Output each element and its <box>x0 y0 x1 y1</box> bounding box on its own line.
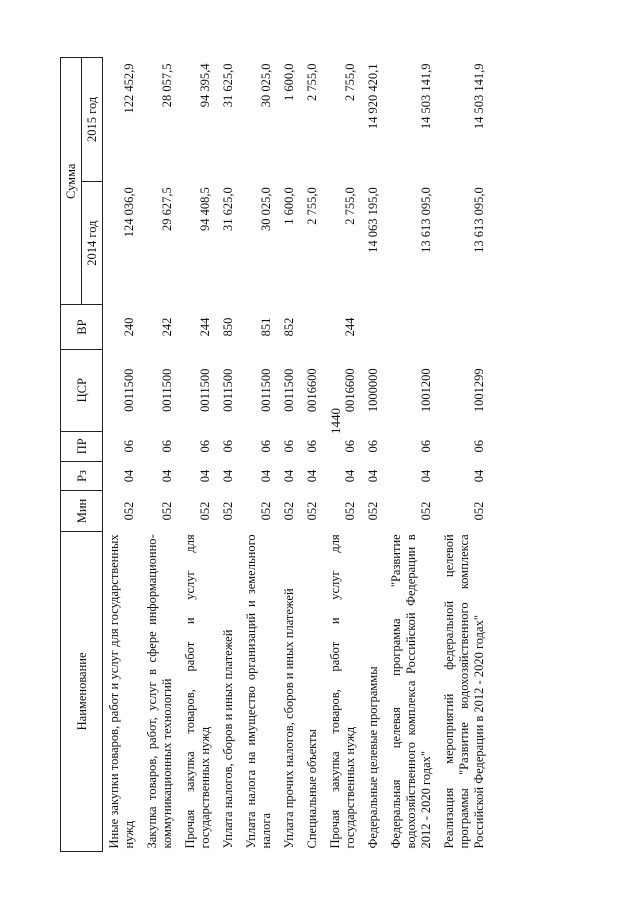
row-2014: 124 036,0 <box>122 187 136 238</box>
row-rz: 04 <box>305 469 319 483</box>
row-pr: 06 <box>343 440 357 453</box>
header-csr: ЦСР <box>61 349 103 431</box>
row-csr: 0011500 <box>198 368 212 412</box>
table-row <box>217 58 240 852</box>
row-csr: 0016600 <box>305 368 319 413</box>
row-csr: 0011500 <box>160 368 174 412</box>
row-min: 052 <box>472 501 486 521</box>
row-name: Уплата налогов, сборов и иных платежей <box>221 629 235 849</box>
row-vr: 850 <box>221 317 235 337</box>
table-row <box>301 58 324 852</box>
row-vr: 851 <box>259 317 273 337</box>
header-min: Мин <box>61 491 103 532</box>
header-2014: 2014 год <box>82 181 103 305</box>
row-min: 052 <box>122 501 136 521</box>
row-name: Федеральная целевая программа "Развитие водохозяйственного комплекса Российской Федерации в 2012 - 2020 годах" <box>389 534 433 849</box>
table-body <box>103 58 492 852</box>
row-name: Иные закупки товаров, работ и услуг для государственных нужд <box>107 534 136 849</box>
row-min: 052 <box>160 501 174 521</box>
row-vr: 852 <box>282 317 296 337</box>
row-2015: 14 503 141,9 <box>472 63 486 130</box>
row-csr: 1001200 <box>419 368 433 413</box>
row-2015: 30 025,0 <box>259 63 273 108</box>
row-name: Закупка товаров, работ, услуг в сфере информационно-коммуникационных технологий <box>145 534 174 849</box>
rotated-table-wrapper <box>60 57 560 852</box>
table-row <box>141 58 179 852</box>
budget-table <box>60 57 491 852</box>
row-min: 052 <box>198 501 212 521</box>
table-row <box>103 58 142 852</box>
row-name: Прочая закупка товаров, работ и услуг для государственных нужд <box>183 534 212 849</box>
row-2015: 14 503 141,9 <box>419 63 433 130</box>
header-pr: ПР <box>61 431 103 461</box>
row-rz: 04 <box>366 469 380 483</box>
table-row <box>278 58 301 852</box>
row-2015: 94 395,4 <box>198 63 212 108</box>
row-rz: 04 <box>160 469 174 483</box>
page-number: 1440 <box>328 408 343 434</box>
row-2015: 28 057,5 <box>160 63 174 108</box>
row-2014: 13 613 095,0 <box>472 187 486 253</box>
row-2014: 13 613 095,0 <box>419 187 433 253</box>
row-pr: 06 <box>419 440 433 453</box>
row-name: Уплата прочих налогов, сборов и иных платежей <box>282 588 296 849</box>
row-vr: 240 <box>122 317 136 337</box>
row-2015: 2 755,0 <box>305 63 319 101</box>
row-rz: 04 <box>198 469 212 483</box>
row-pr: 06 <box>259 440 273 453</box>
row-2015: 31 625,0 <box>221 63 235 108</box>
table-row <box>240 58 278 852</box>
table-row <box>438 58 491 852</box>
row-min: 052 <box>343 501 357 521</box>
row-rz: 04 <box>259 469 273 483</box>
row-2014: 2 755,0 <box>305 187 319 225</box>
row-2014: 2 755,0 <box>343 187 357 225</box>
table-row <box>385 58 438 852</box>
row-vr: 242 <box>160 317 174 337</box>
row-2014: 14 063 195,0 <box>366 187 380 253</box>
row-2015: 1 600,0 <box>282 63 296 101</box>
row-pr: 06 <box>221 440 235 453</box>
row-pr: 06 <box>472 440 486 453</box>
row-rz: 04 <box>122 469 136 483</box>
header-2015: 2015 год <box>82 58 103 182</box>
row-2015: 14 920 420,1 <box>366 63 380 130</box>
row-vr <box>362 305 385 349</box>
row-rz: 04 <box>343 469 357 483</box>
row-csr: 0011500 <box>282 368 296 412</box>
row-vr: 244 <box>198 317 212 337</box>
row-pr: 06 <box>282 440 296 453</box>
row-name: Федеральные целевые программы <box>366 666 380 849</box>
row-pr: 06 <box>366 440 380 453</box>
row-2014: 94 408,5 <box>198 187 212 232</box>
row-rz: 04 <box>419 469 433 483</box>
row-rz: 04 <box>221 469 235 483</box>
row-2015: 2 755,0 <box>343 63 357 101</box>
row-name: Уплата налога на имущество организаций и земельного налога <box>244 534 273 849</box>
header-name: Наименование <box>61 531 103 851</box>
row-2015: 122 452,9 <box>122 63 136 114</box>
header-sum: Сумма <box>61 58 82 305</box>
row-name: Специальные объекты <box>305 729 319 849</box>
row-name: Прочая закупка товаров, работ и услуг для государственных нужд <box>328 534 357 849</box>
table-row <box>324 58 362 852</box>
row-pr: 06 <box>198 440 212 453</box>
row-pr: 06 <box>305 440 319 453</box>
row-min: 052 <box>366 501 380 521</box>
row-pr: 06 <box>160 440 174 453</box>
row-rz: 04 <box>282 469 296 483</box>
row-csr: 0016600 <box>343 368 357 413</box>
row-csr: 0011500 <box>259 368 273 412</box>
table-row <box>179 58 217 852</box>
table-row <box>362 58 385 852</box>
row-csr: 1000000 <box>366 368 380 413</box>
row-min: 052 <box>305 501 319 521</box>
row-min: 052 <box>419 501 433 521</box>
row-vr: 244 <box>343 317 357 337</box>
row-2014: 1 600,0 <box>282 187 296 225</box>
row-min: 052 <box>259 501 273 521</box>
row-min: 052 <box>221 501 235 521</box>
row-2014: 31 625,0 <box>221 187 235 232</box>
header-vr: ВР <box>61 305 103 349</box>
row-rz: 04 <box>472 469 486 483</box>
row-csr: 1001299 <box>472 368 486 413</box>
row-2014: 30 025,0 <box>259 187 273 232</box>
row-pr: 06 <box>122 440 136 453</box>
row-name: Реализация мероприятий федеральной целевой программы "Развитие водохозяйственного комплекса Российской Федерации в 2012 - 2020 годах" <box>442 534 486 849</box>
row-vr <box>438 305 491 349</box>
row-vr <box>385 305 438 349</box>
row-min: 052 <box>282 501 296 521</box>
row-vr <box>301 305 324 349</box>
row-2014: 29 627,5 <box>160 187 174 232</box>
row-csr: 0011500 <box>122 368 136 412</box>
row-csr: 0011500 <box>221 368 235 412</box>
header-rz: Рз <box>61 461 103 490</box>
